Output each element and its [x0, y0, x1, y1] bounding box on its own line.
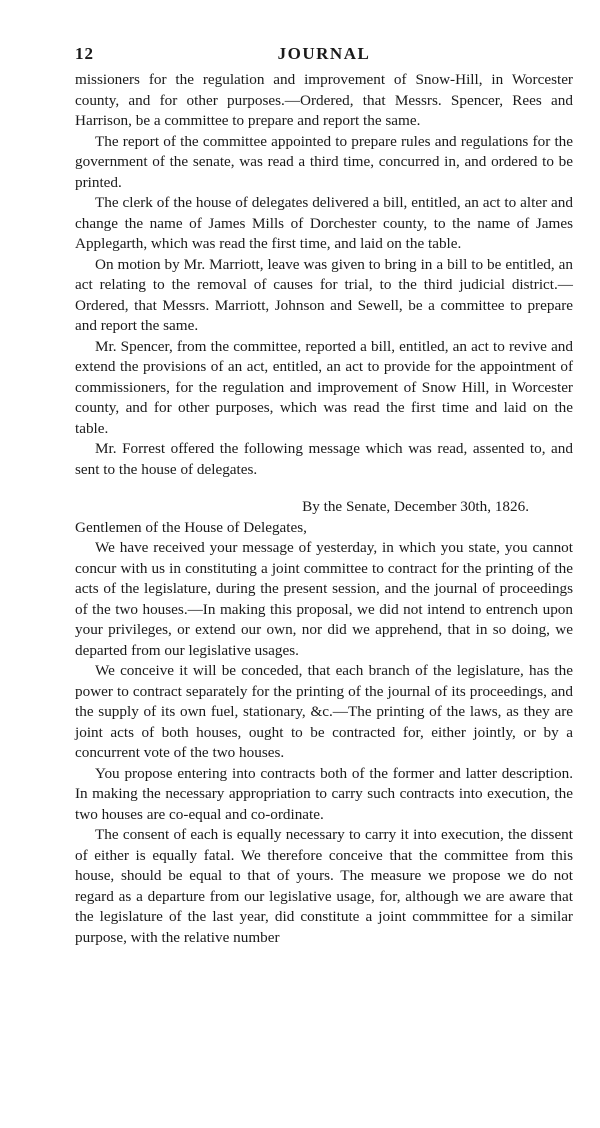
- message-paragraph: We have received your message of yesterday, in which you state, you cannot concur with us in constituting a joint committee to contract for the printing of the acts of the legislature, during the present session, and the journal of proceedings of the two houses.—In making this proposal, we did not intend to entrench upon your privileges, or extend our own, nor did we apprehend, that in so doing, we departed from our legislative usages.: [75, 539, 573, 659]
- running-title: JOURNAL: [277, 44, 371, 63]
- page-header: [75, 44, 573, 70]
- message-salutation: Gentlemen of the House of Delegates,: [75, 518, 307, 536]
- paragraph-rules-report: The report of the committee appointed to prepare rules and regulations for the government of the senate, was read a third time, concurred in, and ordered to be printed.: [75, 132, 573, 191]
- page-number: 12: [75, 44, 94, 63]
- paragraph-marriott-motion: On motion by Mr. Marriott, leave was given to bring in a bill to be entitled, an act relating to the removal of causes for trial, to the third judicial district.—Ordered, that Messrs. Marriott, Johnson and Sewell, be a committee to prepare and report the same.: [75, 255, 573, 334]
- paragraph-continuation: missioners for the regulation and improvement of Snow-Hill, in Worcester county, and for other purposes.—Ordered, that Messrs. Spencer, Rees and Harrison, be a committee to prepare and report the same.: [75, 71, 573, 129]
- paragraph-name-change-bill: The clerk of the house of delegates delivered a bill, entitled, an act to alter and change the name of James Mills of Dorchester county, to the name of James Applegarth, which was read the first time, and laid on the table.: [75, 194, 573, 252]
- paragraph-forrest-message: Mr. Forrest offered the following message which was read, assented to, and sent to the house of delegates.: [75, 440, 573, 478]
- journal-body: [75, 70, 573, 948]
- message-paragraph: The consent of each is equally necessary to carry it into execution, the dissent of either is equally fatal. We therefore conceive that the committee from this house, should be equal to that of yours. The measure we propose we do not regard as a departure from our legislative usage, for, although we are aware that the legislature of the last year, did constitute a joint commmittee for a similar purpose, with the relative number: [75, 826, 573, 946]
- message-paragraph: You propose entering into contracts both of the former and latter description. In making the necessary appropriation to carry such contracts into execution, the two houses are co-equal and co-ordinate.: [75, 764, 573, 823]
- journal-page: [75, 44, 573, 948]
- paragraph-spencer-report: Mr. Spencer, from the committee, reported a bill, entitled, an act to revive and extend the provisions of an act, entitled, an act to provide for the appointment of commissioners, for the regulation and improvement of Snow Hill, in Worcester county, and for other purposes, which was read the first time and laid on the table.: [75, 337, 573, 437]
- message-paragraph: We conceive it will be conceded, that each branch of the legislature, has the power to contract separately for the printing of the journal of its proceedings, and the supply of its own fuel, stationary, &c.—The printing of the laws, as they are joint acts of both houses, ought to be contracted for, either jointly, or by a concurrent vote of the two houses.: [75, 662, 573, 761]
- message-dateline: By the Senate, December 30th, 1826.: [302, 498, 529, 515]
